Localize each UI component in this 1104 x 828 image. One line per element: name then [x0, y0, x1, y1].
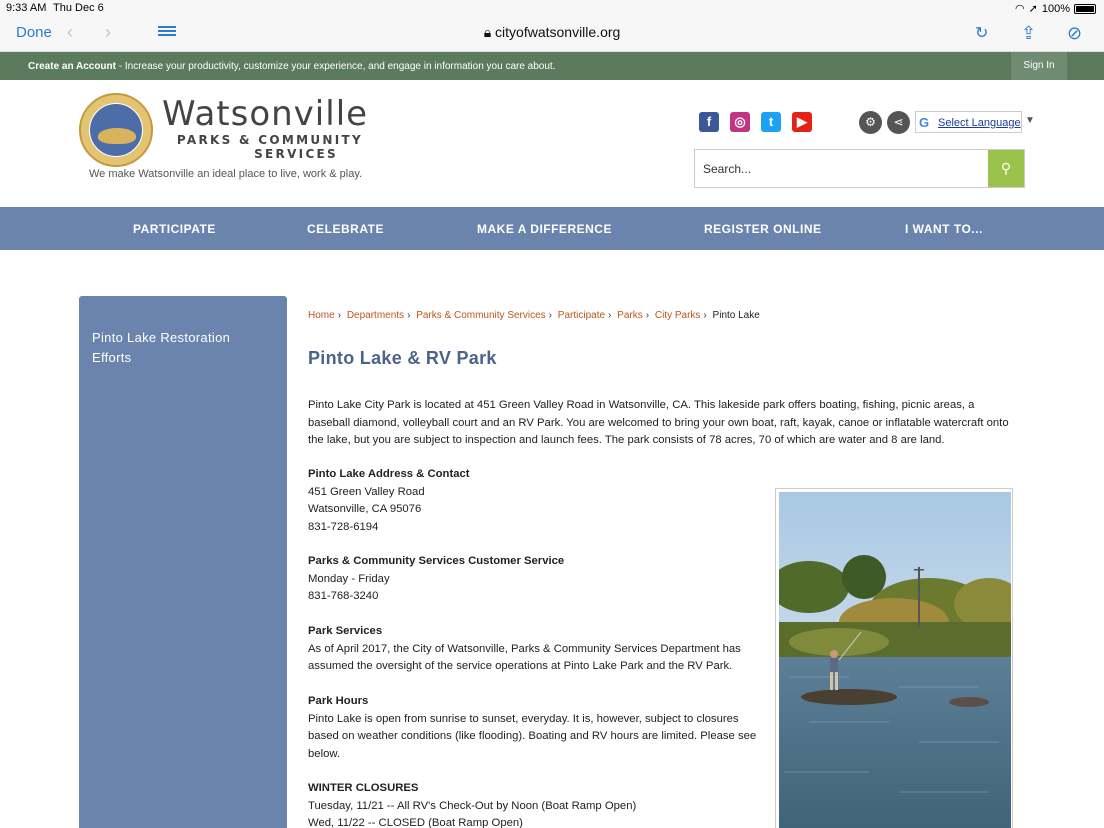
lock-icon: 🔒︎: [483, 24, 492, 40]
tagline: We make Watsonville an ideal place to live, work & play.: [89, 168, 363, 180]
logo-title[interactable]: Watsonville: [162, 94, 369, 134]
seal-inner: [89, 103, 143, 157]
search-button[interactable]: [988, 150, 1024, 187]
share-icon[interactable]: ⋖: [887, 111, 910, 134]
lake-fishing-image: [779, 492, 1011, 828]
sidebar: [79, 296, 287, 828]
facebook-icon[interactable]: f: [699, 112, 719, 132]
status-date: Thu Dec 6: [53, 2, 104, 14]
breadcrumb-home[interactable]: Home: [308, 310, 335, 321]
phone-number: 831-728-6194: [308, 521, 379, 534]
intro-line: baseball diamond, volleyball court and an RV Park. You are welcomed to bring your own boat, raft, kayak, canoe or inflatable watercraft onto: [308, 416, 1009, 429]
account-bar: [0, 52, 1104, 80]
nav-celebrate[interactable]: CELEBRATE: [307, 222, 384, 236]
chevron-down-icon[interactable]: ▼: [1025, 115, 1035, 126]
breadcrumb-city-parks[interactable]: City Parks: [654, 310, 701, 321]
address-bar[interactable]: [0, 24, 1104, 41]
address-line: Watsonville, CA 95076: [308, 503, 422, 516]
page-title: Pinto Lake & RV Park: [308, 348, 497, 368]
breadcrumb-parks-community-services[interactable]: Parks & Community Services: [416, 310, 546, 321]
select-language-label: Select Language: [938, 117, 1021, 129]
back-icon[interactable]: ‹: [67, 22, 73, 42]
winter-closures-section: [308, 780, 636, 828]
search-input[interactable]: [695, 150, 989, 187]
text-line: below.: [308, 748, 341, 761]
logo-sub-line2: SERVICES: [254, 147, 338, 161]
main-nav: [0, 207, 1104, 250]
text-line: assumed the oversight of the service operations at Pinto Lake Park and the RV Park.: [308, 660, 733, 673]
location-icon: ➚: [1028, 3, 1038, 15]
text-line: Pinto Lake is open from sunrise to sunset, everyday. It is, however, subject to closures: [308, 712, 739, 725]
breadcrumb-parks[interactable]: Parks: [617, 310, 643, 321]
park-photo: [775, 488, 1013, 828]
site-header: [0, 80, 1104, 207]
nav-make-a-difference[interactable]: MAKE A DIFFERENCE: [477, 222, 612, 236]
section-heading: Park Hours: [308, 695, 369, 707]
wifi-icon: ◠: [1015, 3, 1025, 15]
section-heading: Park Services: [308, 625, 383, 637]
account-message: [28, 61, 555, 72]
compass-icon[interactable]: ⊘: [1067, 23, 1083, 43]
city-seal-logo[interactable]: [79, 93, 153, 167]
logo-sub-line1: PARKS & COMMUNITY: [176, 133, 363, 147]
nav-i-want-to[interactable]: I WANT TO...: [905, 222, 983, 236]
ios-status-bar: [0, 0, 1104, 16]
youtube-icon[interactable]: ▶: [792, 112, 812, 132]
google-icon: G: [919, 115, 930, 130]
battery-icon: [1074, 4, 1096, 14]
nav-participate[interactable]: PARTICIPATE: [133, 222, 216, 236]
battery-percent: 100%: [1041, 2, 1070, 15]
breadcrumb: Home › Departments › Parks & Community Services › Participate › Parks › City Parks › Pinto Lake: [308, 310, 760, 321]
closure-line: Wed, 11/22 -- CLOSED (Boat Ramp Open): [308, 817, 523, 828]
section-heading: Parks & Community Services Customer Service: [308, 555, 565, 567]
text-line: As of April 2017, the City of Watsonville, Parks & Community Services Department has: [308, 642, 741, 655]
share-icon[interactable]: ⇪: [1021, 23, 1037, 43]
search-icon: ⚲: [1000, 160, 1012, 176]
breadcrumb-participate[interactable]: Participate: [557, 310, 606, 321]
done-button[interactable]: Done: [16, 24, 52, 41]
gear-icon[interactable]: ⚙: [859, 111, 882, 134]
sign-in-button[interactable]: Sign In: [1011, 52, 1067, 80]
forward-icon[interactable]: ›: [105, 22, 111, 42]
twitter-icon[interactable]: t: [761, 112, 781, 132]
phone-number: 831-768-3240: [308, 590, 379, 603]
seal-landscape: [98, 128, 136, 144]
service-days: Monday - Friday: [308, 572, 390, 585]
breadcrumb-departments[interactable]: Departments: [346, 310, 405, 321]
reload-icon[interactable]: ↻: [975, 25, 989, 42]
site-search: [694, 149, 1025, 188]
logo-subtitle: [166, 133, 363, 161]
section-heading: WINTER CLOSURES: [308, 782, 419, 794]
breadcrumb-current: Pinto Lake: [712, 310, 760, 321]
address-section: [308, 466, 470, 537]
intro-line: the lake, but you are subject to inspection and launch fees. The park consists of 78 acres, 70 of which are water and 8 are land.: [308, 434, 945, 447]
customer-service-section: [308, 553, 564, 606]
closure-line: Tuesday, 11/21 -- All RV's Check-Out by Noon (Boat Ramp Open): [308, 799, 637, 812]
intro-line: Pinto Lake City Park is located at 451 Green Valley Road in Watsonville, CA. This lakeside park offers boating, fishing, picnic areas, a: [308, 399, 975, 411]
create-account-link[interactable]: Create an Account: [28, 61, 116, 72]
url-text: cityofwatsonville.org: [495, 24, 621, 40]
browser-toolbar: [0, 16, 1104, 52]
instagram-icon[interactable]: ◎: [730, 112, 750, 132]
sidebar-item-pinto-lake-restoration[interactable]: Pinto Lake Restoration Efforts: [92, 330, 231, 365]
status-time: 9:33 AM: [6, 2, 47, 14]
intro-paragraph: [308, 397, 1009, 450]
section-heading: Pinto Lake Address & Contact: [308, 468, 470, 480]
nav-register-online[interactable]: REGISTER ONLINE: [704, 222, 822, 236]
park-hours-section: [308, 693, 756, 764]
address-line: 451 Green Valley Road: [308, 485, 425, 498]
text-line: based on weather conditions (like flooding). Boating and RV hours are limited. Please see: [308, 730, 757, 743]
status-right: [1015, 2, 1096, 15]
account-message-text: - Increase your productivity, customize your experience, and engage in information you care about.: [115, 61, 556, 72]
park-services-section: [308, 623, 741, 676]
lake-scene-illustration: [779, 492, 1011, 828]
language-selector[interactable]: [915, 111, 1022, 133]
